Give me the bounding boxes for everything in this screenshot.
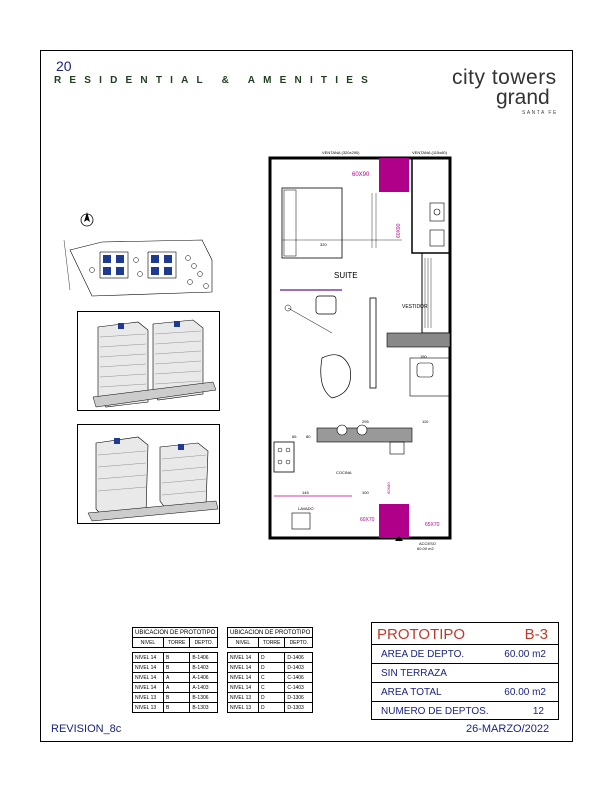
location-table-left [132, 627, 218, 713]
dim-145: 145 [302, 490, 309, 495]
area-row [372, 644, 558, 664]
page-number: 20 [56, 58, 72, 74]
count-row [372, 701, 558, 721]
key-plan [62, 210, 222, 300]
brand-logo [448, 66, 566, 124]
table-row: NIVEL 14 A A-1403 [133, 683, 218, 693]
building-render-top [77, 311, 220, 411]
hvac-top-label: 60X90 [352, 172, 370, 178]
dim-150: 150 [420, 354, 427, 359]
count-value: 12 [532, 706, 544, 717]
prototype-code: B-3 [524, 626, 548, 643]
table-row: NIVEL 14 B B-1406 [133, 653, 218, 663]
building-render-bottom [77, 424, 220, 524]
svg-text:VENTANA (320x290) [322, 150, 360, 155]
hvac-bottom-label: 60X70 [360, 517, 375, 523]
table-row: NIVEL 14 C C-1406 [228, 673, 313, 683]
svg-text:VENTANA (115x80) [412, 150, 448, 155]
total-label: AREA TOTAL [381, 687, 442, 698]
dim-110: 110 [422, 419, 429, 424]
prototype-summary [371, 622, 559, 720]
dim-320: 320 [320, 242, 327, 247]
table-row: NIVEL 14 A A-1406 [133, 673, 218, 683]
table-row: NIVEL 13 B B-1306 [133, 693, 218, 703]
location-table-title: UBICACION DE PROTOTIPO [133, 628, 218, 638]
table-row: NIVEL 14 D D-1403 [228, 663, 313, 673]
table-row: NIVEL 13 D D-1303 [228, 703, 313, 713]
count-label: NUMERO DE DEPTOS. [381, 706, 489, 717]
north-arrow-icon [81, 212, 93, 226]
hvac-right-label: 60X90 [396, 223, 402, 238]
terrace-row [372, 663, 558, 683]
dim-65: 65 [292, 434, 297, 439]
dim-80: 80 [306, 434, 311, 439]
col-torre: TORRE [163, 638, 189, 648]
col-depto: DEPTO. [285, 638, 313, 648]
prototype-header [372, 623, 558, 644]
terrace-label: SIN TERRAZA [381, 668, 447, 679]
room-lavado: LAVADO [298, 506, 314, 511]
total-row [372, 682, 558, 702]
table-row: NIVEL 14 B B-1403 [133, 663, 218, 673]
col-depto: DEPTO. [190, 638, 218, 648]
col-nivel: NIVEL [133, 638, 164, 648]
access-label: ACCESO [419, 541, 436, 546]
dim-100: 100 [362, 490, 369, 495]
room-suite: SUITE [334, 271, 358, 280]
window-label-left: VENTANA (320x290) [322, 150, 360, 155]
logo-line-2: grand [496, 86, 550, 109]
table-row: NIVEL 13 B B-1303 [133, 703, 218, 713]
hvac-kitchen-label: 60X80 [386, 482, 391, 494]
floor-plan [262, 148, 462, 558]
col-torre: TORRE [258, 638, 284, 648]
prototype-label: PROTOTIPO [377, 626, 466, 643]
location-table-title: UBICACION DE PROTOTIPO [228, 628, 313, 638]
access-area: 60.00 m2 [417, 546, 434, 551]
hvac-bottom-right-label: 65X70 [425, 522, 440, 528]
col-nivel: NIVEL [228, 638, 259, 648]
location-table-right [227, 627, 313, 713]
table-row: NIVEL 14 C C-1403 [228, 683, 313, 693]
logo-line-3: SANTA FE [522, 110, 558, 116]
total-value: 60.00 m2 [504, 687, 546, 698]
room-vestidor: VESTIDOR [402, 304, 428, 310]
area-label: AREA DE DEPTO. [381, 649, 465, 660]
table-row: NIVEL 14 D D-1406 [228, 653, 313, 663]
window-label-right: VENTANA (115x80) [412, 150, 447, 155]
section-title: RESIDENTIAL & AMENITIES [54, 75, 376, 86]
table-row: NIVEL 13 D D-1306 [228, 693, 313, 703]
area-value: 60.00 m2 [504, 649, 546, 660]
logo-line-1: city towers [452, 66, 557, 89]
dim-295: 295 [362, 419, 369, 424]
date-label: 26-MARZO/2022 [466, 723, 550, 735]
revision-label: REVISION_8c [51, 723, 122, 735]
room-cocina: COCINA [336, 470, 352, 475]
